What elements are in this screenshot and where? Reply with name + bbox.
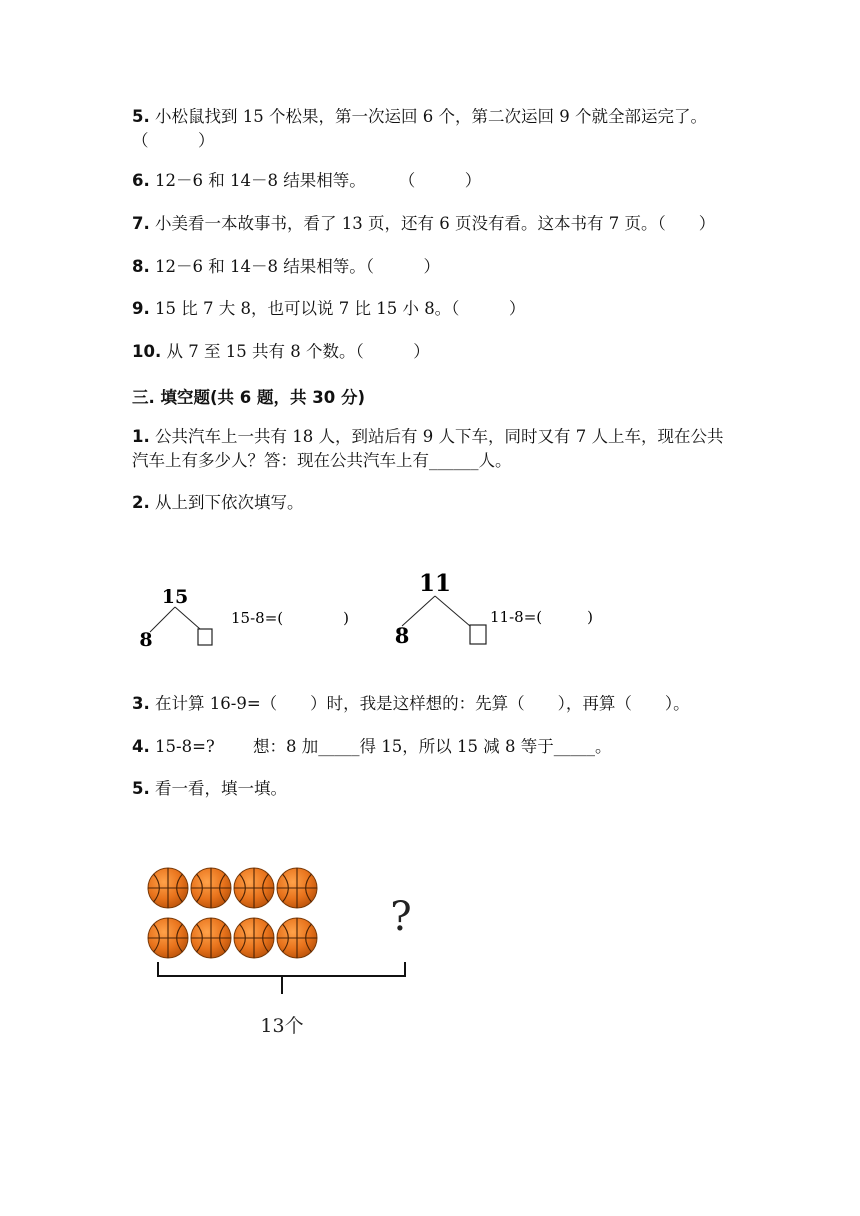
question-mark: ? [390, 894, 412, 940]
fill-item-5 [132, 778, 287, 800]
item-text: 从上到下依次填写。 [155, 493, 304, 512]
item-number: 3. [132, 694, 150, 713]
fill-item-1 [132, 426, 723, 448]
basketball-icon [148, 868, 188, 908]
basketball-icon [191, 868, 231, 908]
item-number: 8. [132, 257, 150, 276]
judgement-item-7 [132, 213, 715, 235]
item-text: 从 7 至 15 共有 8 个数。（ ） [166, 342, 430, 361]
item-number: 5. [132, 107, 150, 126]
answer-blank: （ ） [132, 131, 215, 150]
tree1-left-branch [150, 607, 175, 632]
judgement-item-5-answer [132, 130, 215, 152]
item-text-continued: 汽车上有多少人？答：现在公共汽车上有______人。 [132, 451, 512, 470]
total-label: 13个 [260, 1015, 304, 1037]
basketball-icon [148, 918, 188, 958]
basketball-icon [234, 868, 274, 908]
judgement-item-10 [132, 341, 430, 363]
item-text: 看一看，填一填。 [155, 779, 287, 798]
tree1-right-branch [175, 607, 200, 629]
item-text: 在计算 16-9=（ ）时，我是这样想的：先算（ ），再算（ ）。 [155, 694, 690, 713]
item-text: 小松鼠找到 15 个松果，第一次运回 6 个，第二次运回 9 个就全部运完了。 [155, 107, 707, 126]
item-text: 15 比 7 大 8，也可以说 7 比 15 小 8。（ ） [155, 299, 526, 318]
tree2-top-number: 11 [418, 570, 452, 597]
item-number: 4. [132, 737, 150, 756]
item-number: 7. [132, 214, 150, 233]
tree1-blank-box [198, 629, 212, 645]
tree2-right-branch [435, 596, 470, 626]
judgement-item-8 [132, 256, 440, 278]
tree2-equation: 11-8=( ) [490, 608, 593, 626]
tree1-equation: 15-8=( ) [231, 609, 349, 627]
basketball-icon [277, 868, 317, 908]
tree2-blank-box [470, 625, 486, 644]
section-title: 三. 填空题(共 6 题，共 30 分) [132, 388, 366, 407]
number-bond-tree-2 [395, 570, 593, 648]
item-text: 12－6 和 14－8 结果相等。（ ） [155, 257, 440, 276]
tree2-left-number: 8 [394, 623, 410, 648]
tree2-left-branch [402, 596, 435, 626]
brace-bracket [158, 962, 405, 976]
item-number: 1. [132, 427, 150, 446]
judgement-item-9 [132, 298, 525, 320]
number-bond-tree-1 [139, 586, 349, 651]
fill-item-3 [132, 693, 690, 715]
judgement-item-6 [132, 170, 481, 192]
item-text: 小美看一本故事书，看了 13 页，还有 6 页没有看。这本书有 7 页。（ ） [155, 214, 716, 233]
item-text: 12－6 和 14－8 结果相等。 （ ） [155, 171, 482, 190]
item-number: 6. [132, 171, 150, 190]
item-number: 5. [132, 779, 150, 798]
basketball-figure [140, 860, 440, 1050]
tree1-left-number: 8 [139, 629, 153, 651]
fill-item-1-continued [132, 450, 512, 472]
item-text: 15-8=? 想：8 加_____得 15，所以 15 减 8 等于_____。 [155, 737, 612, 756]
item-number: 2. [132, 493, 150, 512]
fill-item-4 [132, 736, 611, 758]
number-bond-figures [130, 565, 630, 655]
item-number: 10. [132, 342, 162, 361]
basketball-icon [277, 918, 317, 958]
basketball-icon [191, 918, 231, 958]
tree1-top-number: 15 [161, 586, 189, 608]
basketball-icon [234, 918, 274, 958]
item-number: 9. [132, 299, 150, 318]
judgement-item-5 [132, 106, 707, 128]
basketball-group [148, 868, 317, 958]
fill-item-2 [132, 492, 304, 514]
item-text: 公共汽车上一共有 18 人，到站后有 9 人下车，同时又有 7 人上车，现在公共 [155, 427, 724, 446]
